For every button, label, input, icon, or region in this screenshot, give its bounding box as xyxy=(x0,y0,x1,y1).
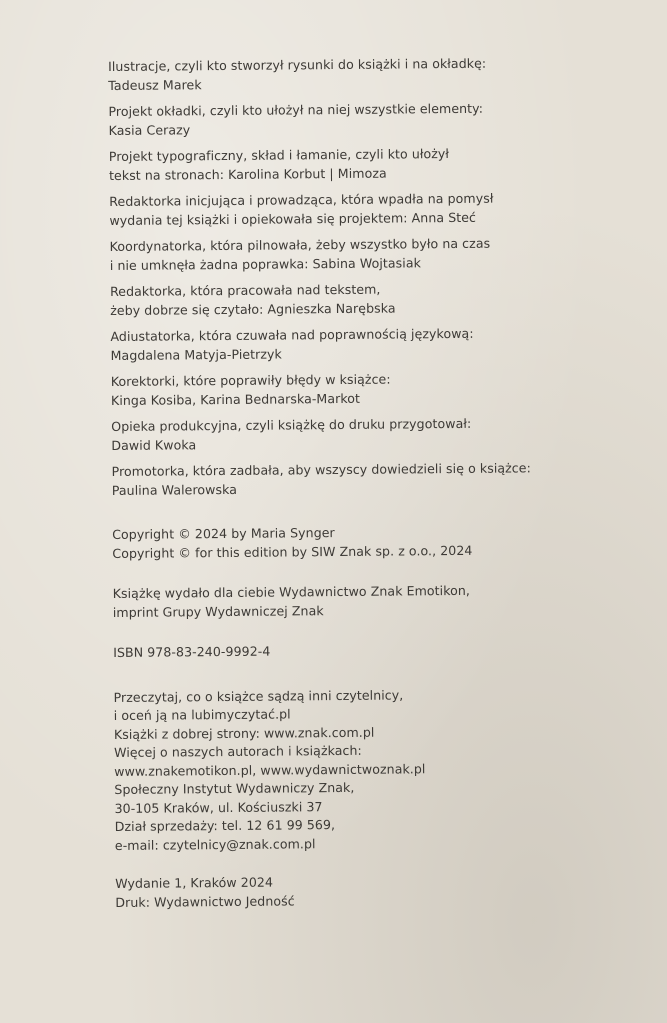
credit-illustrations xyxy=(108,53,628,95)
credit-role: Redaktorka, która pracowała nad tekstem, xyxy=(109,281,381,299)
credit-role: Promotorka, która zadbała, aby wszyscy dowiedzieli się o książce: xyxy=(111,460,531,479)
contact-line: Społeczny Instytut Wydawniczy Znak, xyxy=(114,779,355,797)
imprint-text xyxy=(108,53,635,912)
credit-person: i nie umknęła żadna poprawka: Sabina Wojtasiak xyxy=(109,254,421,273)
copyright-edition: Copyright © for this edition by SIW Znak sp. z o.o., 2024 xyxy=(112,542,473,561)
copyright-section xyxy=(112,521,632,563)
credit-coordinator xyxy=(110,233,630,275)
credit-person: Tadeusz Marek xyxy=(108,76,202,93)
copyright-author: Copyright © 2024 by Maria Synger xyxy=(112,525,335,542)
contact-line: Dział sprzedaży: tel. 12 61 99 569, xyxy=(114,817,336,834)
contact-line: e-mail: czytelnicy@znak.com.pl xyxy=(114,835,316,853)
contact-line: Książki z dobrej strony: www.znak.com.pl xyxy=(113,724,375,742)
edition-line: Wydanie 1, Kraków 2024 xyxy=(115,874,274,891)
contact-line: Przeczytaj, co o książce sądzą inni czytelnicy, xyxy=(113,686,404,705)
credit-person: Kasia Cerazy xyxy=(108,121,191,138)
printer-line: Druk: Wydawnictwo Jedność xyxy=(115,892,295,910)
credit-promotion xyxy=(112,458,632,500)
credit-role: Koordynatorka, która pilnowała, żeby wszystko było na czas xyxy=(109,235,491,254)
contact-line: Więcej o naszych autorach i książkach: xyxy=(113,742,362,760)
credit-role: Ilustracje, czyli kto stworzył rysunki do książki i na okładkę: xyxy=(108,55,487,74)
credit-role: Adiustatorka, która czuwała nad poprawnością językową: xyxy=(110,325,474,344)
credit-cover-design xyxy=(108,98,628,140)
credit-role: Projekt typograficzny, skład i łamanie, czyli kto ułożył xyxy=(108,146,450,164)
contact-line: 30-105 Kraków, ul. Kościuszki 37 xyxy=(114,798,323,816)
credit-typography xyxy=(109,143,629,185)
credit-role: Korektorki, które poprawiły błędy w książce: xyxy=(110,371,391,389)
credit-initiating-editor xyxy=(109,188,629,230)
publisher-section xyxy=(113,580,633,622)
credit-person: Paulina Walerowska xyxy=(111,481,238,498)
publisher-line: Książkę wydało dla ciebie Wydawnictwo Znak Emotikon, xyxy=(112,582,470,601)
isbn: ISBN 978-83-240-9992-4 xyxy=(113,643,271,660)
contact-line: www.znakemotikon.pl, www.wydawnictwoznak.pl xyxy=(114,760,426,779)
credit-copy-editor xyxy=(110,323,630,365)
credit-role: Projekt okładki, czyli kto ułożył na niej wszystkie elementy: xyxy=(108,100,484,119)
credit-person: Kinga Kosiba, Karina Bednarska-Markot xyxy=(110,390,360,408)
credit-person: wydania tej książki i opiekowała się projektem: Anna Steć xyxy=(109,209,477,228)
credit-role: Opieka produkcyjna, czyli książkę do druku przygotował: xyxy=(111,415,472,434)
credit-person: tekst na stronach: Karolina Korbut | Mimoza xyxy=(108,165,387,183)
credit-editor xyxy=(110,278,630,320)
publisher-line: imprint Grupy Wydawniczej Znak xyxy=(112,602,324,620)
credit-person: Magdalena Matyja-Pietrzyk xyxy=(110,345,282,363)
credit-person: żeby dobrze się czytało: Agnieszka Narębska xyxy=(110,300,396,318)
contact-line: i oceń ją na lubimyczytać.pl xyxy=(113,706,291,723)
contact-section xyxy=(114,684,635,855)
credit-person: Dawid Kwoka xyxy=(111,436,197,453)
credit-role: Redaktorka inicjująca i prowadząca, która wpadła na pomysł xyxy=(109,190,494,209)
credit-production xyxy=(111,413,631,455)
edition-section xyxy=(115,870,635,912)
credit-proofreaders xyxy=(111,368,631,410)
